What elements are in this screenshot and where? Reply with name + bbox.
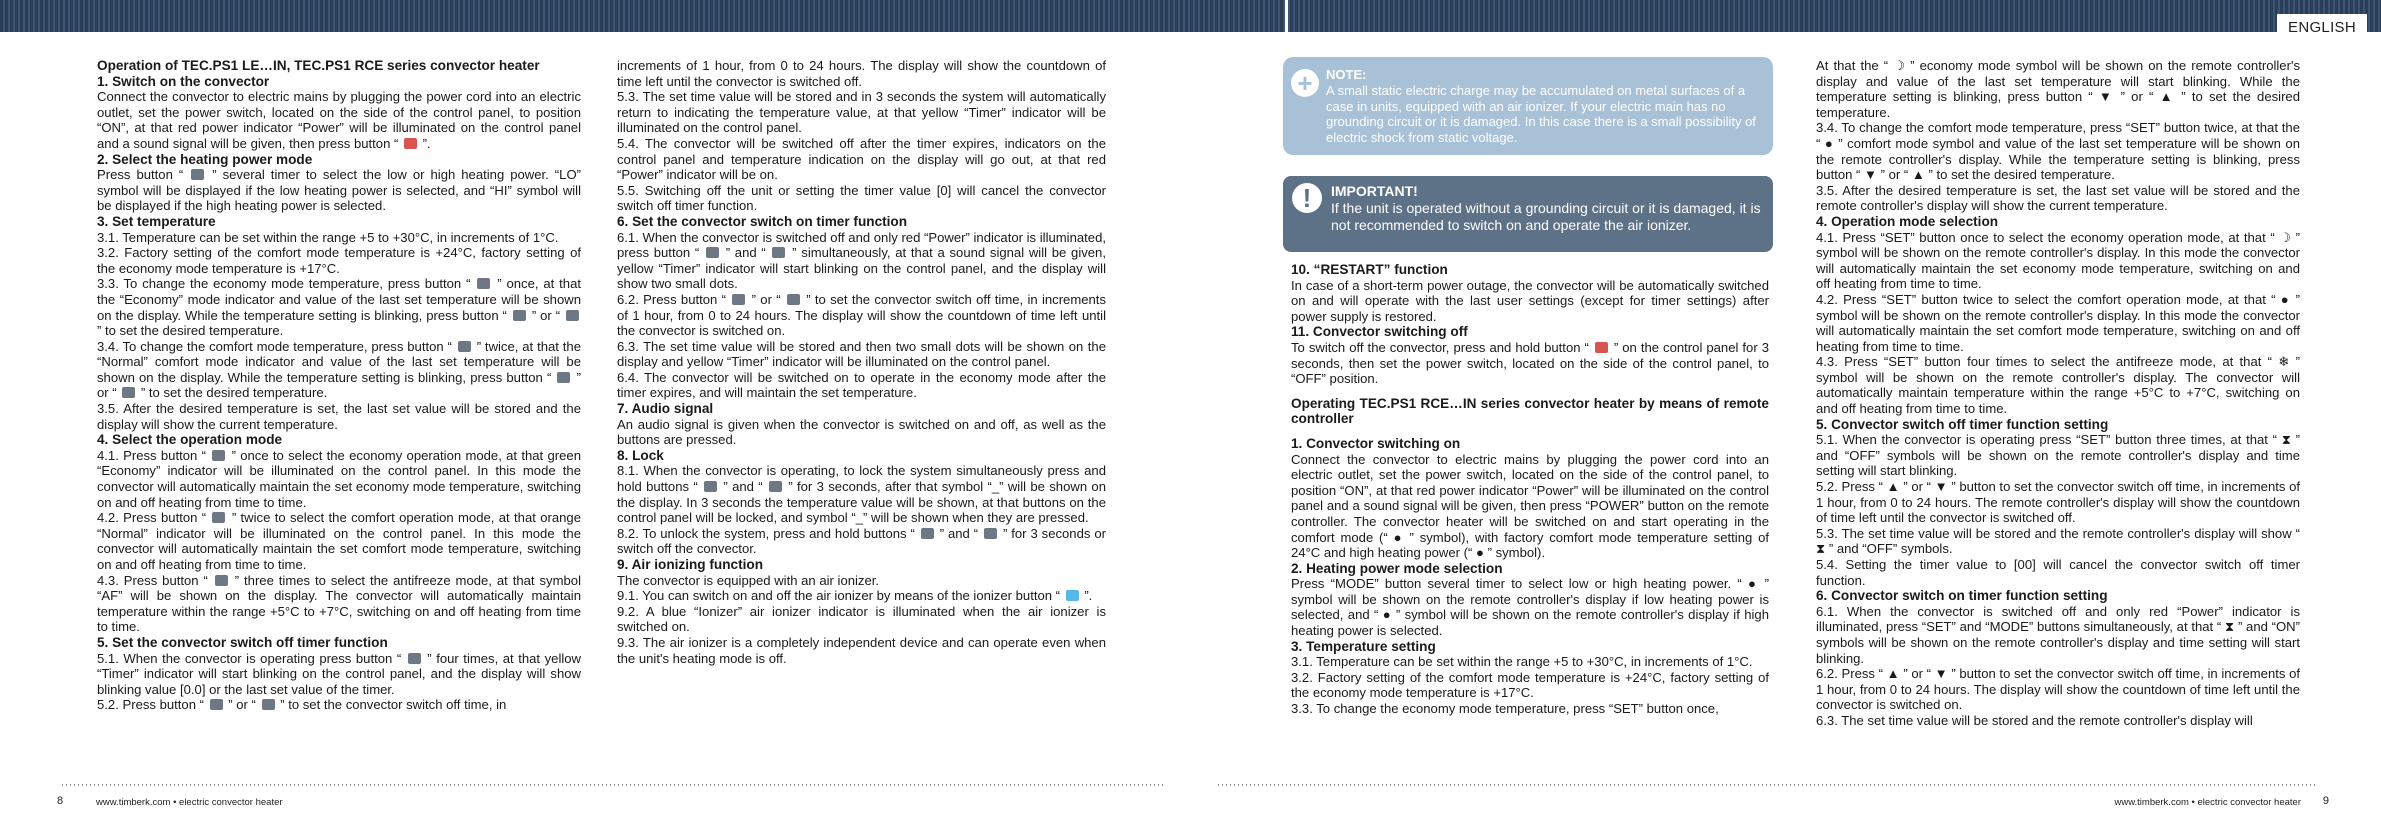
stripe-gap: [1285, 0, 1288, 32]
paragraph: At that the “ ☽ ” economy mode symbol will be shown on the remote controller's display and value of the last set temperature will start blinking. While the temperature setting is blinking, press button “ ▼ ” or “ ▲ ” to set the desired temperature.: [1816, 58, 2300, 120]
paragraph: Connect the convector to electric mains by plugging the power cord into an electric outlet, set the power switch, located on the side of the control panel, to position “ON”, at that red power indicator “Power” will be illuminated on the control panel and a sound signal will be given, then press button “ ”.: [97, 89, 581, 151]
paragraph: increments of 1 hour, from 0 to 24 hours. The display will show the countdown of time left until the convector is switched off.: [617, 58, 1106, 89]
section-heading: 4. Select the operation mode: [97, 432, 283, 448]
paragraph: 3.3. To change the economy mode temperature, press button “ ” once, at that the “Economy” mode indicator and value of the last set temperature will be shown on the display. While the temperature setting is blinking, press button “ ” or “ ” to set the desired temperature.: [97, 276, 582, 339]
paragraph: 5.5. Switching off the unit or setting the timer value [0] will cancel the convector switch off timer function.: [617, 182, 1106, 214]
down-button-icon: [566, 310, 579, 321]
column-3: [1291, 262, 1769, 717]
section-heading: 9. Air ionizing function: [617, 557, 763, 572]
section-heading: 2. Heating power mode selection: [1291, 560, 1503, 576]
section-heading: 4. Operation mode selection: [1816, 213, 1999, 229]
paragraph: 4.1. Press button “ ” once to select the economy operation mode, at that green “Economy” indicator will be illuminated on the control panel. In this mode the convector will automatically maintain the set economy mode temperature, switching on and off heating from time to time.: [97, 447, 581, 510]
footer-site-right: www.timberk.com • electric convector heater: [2114, 797, 2301, 808]
paragraph: 8.2. To unlock the system, press and hold buttons “ ” and “ ” for 3 seconds or switch off the convector.: [617, 525, 1106, 557]
important-box: [1283, 176, 1773, 252]
paragraph: An audio signal is given when the convector is switched on and off, as well as the buttons are pressed.: [617, 416, 1106, 448]
down-button-icon: [787, 294, 800, 305]
section-heading: 7. Audio signal: [617, 401, 714, 417]
paragraph: 3.2. Factory setting of the comfort mode temperature is +24°C, factory setting of the economy mode temperature is +17°C.: [97, 245, 581, 276]
down-button-icon: [769, 481, 782, 492]
section-heading: 6. Set the convector switch on timer function: [617, 213, 908, 229]
paragraph: 3.4. To change the comfort mode temperature, press “SET” button twice, at that the “ ● ” comfort mode symbol and value of the last set temperature will be shown on the remote controller's display. While the temperature setting is blinking, press button “ ▼ ” or “ ▲ ” to set the desired temperature.: [1816, 120, 2300, 183]
paragraph: 5.4. Setting the timer value to [00] will cancel the convector switch off timer function.: [1816, 557, 2300, 588]
paragraph: 4.3. Press “SET” button four times to select the antifreeze mode, at that “ ❄ ” symbol will be shown on the remote controller's display. The convector will automatically maintain temperature within the range +5°C to +7°C, switching on and off heating from time to time.: [1816, 354, 2300, 417]
column-1: [97, 58, 581, 713]
column-2: [617, 58, 1106, 666]
section-heading: Operating TEC.PS1 RCE…IN series convector heater by means of remote controller: [1291, 395, 1769, 427]
mode-button-icon: [772, 247, 785, 258]
section-heading: 8. Lock: [617, 447, 664, 463]
paragraph: 5.3. The set time value will be stored and in 3 seconds the system will automatically return to indicating the temperature value, at that yellow “Timer” indicator will be illuminated on the control panel.: [617, 89, 1106, 136]
section-heading: 6. Convector switch on timer function setting: [1816, 588, 2108, 604]
note-title: NOTE:: [1326, 67, 1367, 82]
up-button-icon: [704, 481, 717, 492]
paragraph: 5.2. Press “ ▲ ” or “ ▼ ” button to set the convector switch off time, in increments of 1 hour, from 0 to 24 hours. The remote controller's display will show the countdown of time left until the convector is switched off.: [1816, 479, 2300, 526]
mode-button-icon: [212, 450, 225, 461]
section-heading: Operation of TEC.PS1 LE…IN, TEC.PS1 RCE series convector heater: [97, 58, 540, 73]
plus-icon: +: [1291, 69, 1319, 97]
paragraph: 5.4. The convector will be switched off after the timer expires, indicators on the control panel and temperature indication on the display will go out, at that red “Power” indicator will be on.: [617, 135, 1106, 183]
exclamation-icon: !: [1292, 183, 1322, 213]
paragraph: 3.5. After the desired temperature is set, the last set value will be stored and the display will show the current temperature.: [97, 401, 581, 432]
paragraph: 6.4. The convector will be switched on to operate in the economy mode after the timer expires, and will maintain the set temperature.: [617, 369, 1106, 401]
paragraph: 6.3. The set time value will be stored and the remote controller's display will: [1816, 712, 2253, 728]
page-number-left: 8: [57, 795, 64, 807]
important-text: If the unit is operated without a grounding circuit or it is damaged, it is not recommended to switch on and operate the air ionizer.: [1331, 200, 1761, 233]
paragraph: 3.1. Temperature can be set within the range +5 to +30°C, in increments of 1°C.: [97, 229, 559, 245]
paragraph: 5.1. When the convector is operating press button “ ” four times, at that yellow “Timer” indicator will start blinking on the control panel, and the display will show blinking value [0.0] or the last set value of the timer.: [97, 650, 581, 697]
paragraph: 5.2. Press button “ ” or “ ” to set the convector switch off time, in: [97, 697, 507, 713]
paragraph: 9.3. The air ionizer is a completely independent device and can operate even when the unit's heating mode is off.: [617, 634, 1106, 666]
paragraph: 4.3. Press button “ ” three times to select the antifreeze mode, at that symbol “AF” will be shown on the display. The convector will automatically maintain temperature within the range +5°C to +7°C, switching on and off heating from time to time.: [97, 572, 581, 635]
paragraph: Press “MODE” button several timer to select low or high heating power. “ ● ” symbol will be shown on the remote controller's display if low heating power is selected, and “ ● ” symbol will be shown on the remote controller's display if high heating power is selected.: [1291, 576, 1769, 639]
paragraph: 6.2. Press button “ ” or “ ” to set the convector switch off time, in increments of 1 hour, from 0 to 24 hours. The display will show the countdown of time left until the convector is switched on.: [617, 291, 1106, 339]
mode-button-icon: [212, 512, 225, 523]
spacer: [1291, 427, 1769, 436]
mode-button-icon: [215, 575, 228, 586]
column-4: [1816, 58, 2300, 729]
mode-button-icon: [408, 653, 421, 664]
top-decorative-stripe: [0, 0, 2381, 32]
paragraph: In case of a short-term power outage, the convector will be automatically switched on and will operate with the last user settings (except for timer settings) after power supply is restored.: [1291, 277, 1769, 324]
paragraph: 6.2. Press “ ▲ ” or “ ▼ ” button to set the convector switch off time, in increments of 1 hour, from 0 to 24 hours. The display will show the countdown of time left until the convector is switched on.: [1816, 666, 2300, 713]
note-text: A small static electric charge may be accumulated on metal surfaces of a case in units, equipped with an air ionizer. If your electric main has no grounding circuit or it is damaged. In this case there is a small possibility of electric shock from static voltage.: [1326, 83, 1756, 145]
paragraph: 5.1. When the convector is operating press “SET” button three times, at that “ ⧗ ” and “OFF” symbols will be shown on the remote controller's display and time setting will start blinking.: [1816, 432, 2300, 479]
mode-button-icon: [191, 169, 204, 180]
section-heading: 3. Temperature setting: [1291, 638, 1436, 654]
down-button-icon: [984, 528, 997, 539]
paragraph: 6.3. The set time value will be stored and then two small dots will be shown on the display and yellow “Timer” indicator will be illuminated on the control panel.: [617, 338, 1106, 370]
language-label: ENGLISH: [2277, 14, 2367, 40]
paragraph: 6.1. When the convector is switched off and only red “Power” indicator is illuminated, press “SET” and “MODE” buttons simultaneously, at that “ ⧗ ” and “ON” symbols will be shown on the remote controller's display and time setting will start blinking.: [1816, 603, 2300, 666]
down-button-icon: [122, 387, 135, 398]
up-button-icon: [210, 699, 223, 710]
up-button-icon: [513, 310, 526, 321]
section-heading: 5. Set the convector switch off timer function: [97, 634, 388, 650]
paragraph: 4.1. Press “SET” button once to select the economy operation mode, at that “ ☽ ” symbol will be shown on the remote controller's display. In this mode the convector will automatically maintain the set economy mode temperature, switching on and off heating from time to time.: [1816, 229, 2300, 292]
up-button-icon: [921, 528, 934, 539]
down-button-icon: [262, 699, 275, 710]
paragraph: 4.2. Press “SET” button twice to select the comfort operation mode, at that “ ● ” symbol will be shown on the remote controller's display. In this mode the convector will automatically maintain the set comfort mode temperature, switching on and off heating from time to time.: [1816, 291, 2300, 354]
paragraph: 8.1. When the convector is operating, to lock the system simultaneously press and hold buttons “ ” and “ ” for 3 seconds, after that symbol “_” will be shown on the display. In 3 seconds the temperature value will be shown, at that buttons on the control panel will be locked, and symbol “_” will be shown when they are pressed.: [617, 463, 1106, 526]
section-heading: 3. Set temperature: [97, 213, 216, 229]
ionizer-button-icon: [1066, 590, 1079, 601]
paragraph: 3.3. To change the economy mode temperature, press “SET” button once,: [1291, 701, 1719, 717]
section-heading: 2. Select the heating power mode: [97, 151, 313, 167]
section-heading: 1. Switch on the convector: [97, 73, 270, 89]
power-button-icon: [1595, 342, 1608, 353]
section-heading: 11. Convector switching off: [1291, 324, 1468, 340]
section-heading: 10. “RESTART” function: [1291, 262, 1448, 277]
up-button-icon: [557, 372, 570, 383]
paragraph: Connect the convector to electric mains by plugging the power cord into an electric outlet, set the power switch, located on the side of the control panel, to position “ON”, at that red power indicator “Power” will be illuminated on the control panel and a sound signal will be given, then press “POWER” button on the remote controller. The convector heater will be switched on and start operating in the comfort mode (“ ● ” symbol), with factory comfort mode temperature setting of 24°C and high heating power (“ ● ” symbol).: [1291, 451, 1769, 561]
mode-button-icon: [706, 247, 719, 258]
footer-divider-right: [1218, 784, 2318, 786]
power-button-icon: [404, 138, 417, 149]
paragraph: The convector is equipped with an air ionizer.: [617, 572, 880, 588]
paragraph: 6.1. When the convector is switched off and only red “Power” indicator is illuminated, press button “ ” and “ ” simultaneously, at that a sound signal will be given, yellow “Timer” indicator will start blinking on the control panel, and the display will show two small dots.: [617, 229, 1106, 292]
important-title: IMPORTANT!: [1331, 183, 1418, 199]
up-button-icon: [732, 294, 745, 305]
paragraph: 3.5. After the desired temperature is set, the last set value will be stored and the remote controller's display will show the current temperature.: [1816, 182, 2300, 214]
paragraph: 5.3. The set time value will be stored and the remote controller's display will show “ ⧗ ” and “OFF” symbols.: [1816, 525, 2300, 557]
section-heading: 5. Convector switch off timer function setting: [1816, 416, 2109, 432]
page-number-right: 9: [2322, 795, 2329, 807]
mode-button-icon: [477, 278, 490, 289]
paragraph: 9.2. A blue “Ionizer” air ionizer indicator is illuminated when the air ionizer is switched on.: [617, 603, 1106, 635]
paragraph: Press button “ ” several timer to select the low or high heating power. “LO” symbol will be displayed if the low heating power is selected, and “HI” symbol will be displayed if the high heating power is selected.: [97, 167, 581, 214]
mode-button-icon: [458, 341, 471, 352]
footer-site-left: www.timberk.com • electric convector heater: [96, 797, 283, 808]
paragraph: 3.1. Temperature can be set within the range +5 to +30°C, in increments of 1°C.: [1291, 654, 1753, 670]
paragraph: 3.2. Factory setting of the comfort mode temperature is +24°C, factory setting of the economy mode temperature is +17°C.: [1291, 669, 1769, 701]
paragraph: 3.4. To change the comfort mode temperature, press button “ ” twice, at that the “Normal” comfort mode indicator and value of the last set temperature will be shown on the display. While the temperature setting is blinking, press button “ ” or “ ” to set the desired temperature.: [97, 338, 582, 401]
paragraph: 9.1. You can switch on and off the air ionizer by means of the ionizer button “ ”.: [617, 588, 1093, 604]
paragraph: 4.2. Press button “ ” twice to select the comfort operation mode, at that orange “Normal” indicator will be illuminated on the control panel. In this mode the convector will automatically maintain the set comfort mode temperature, switching on and off heating from time to time.: [97, 510, 581, 572]
paragraph: To switch off the convector, press and hold button “ ” on the control panel for 3 seconds, then set the power switch, located on the side of the control panel, to “OFF” position.: [1291, 339, 1769, 387]
footer-divider-left: [62, 784, 1164, 786]
section-heading: 1. Convector switching on: [1291, 435, 1461, 451]
note-box: [1283, 57, 1773, 155]
spacer: [1291, 387, 1769, 396]
